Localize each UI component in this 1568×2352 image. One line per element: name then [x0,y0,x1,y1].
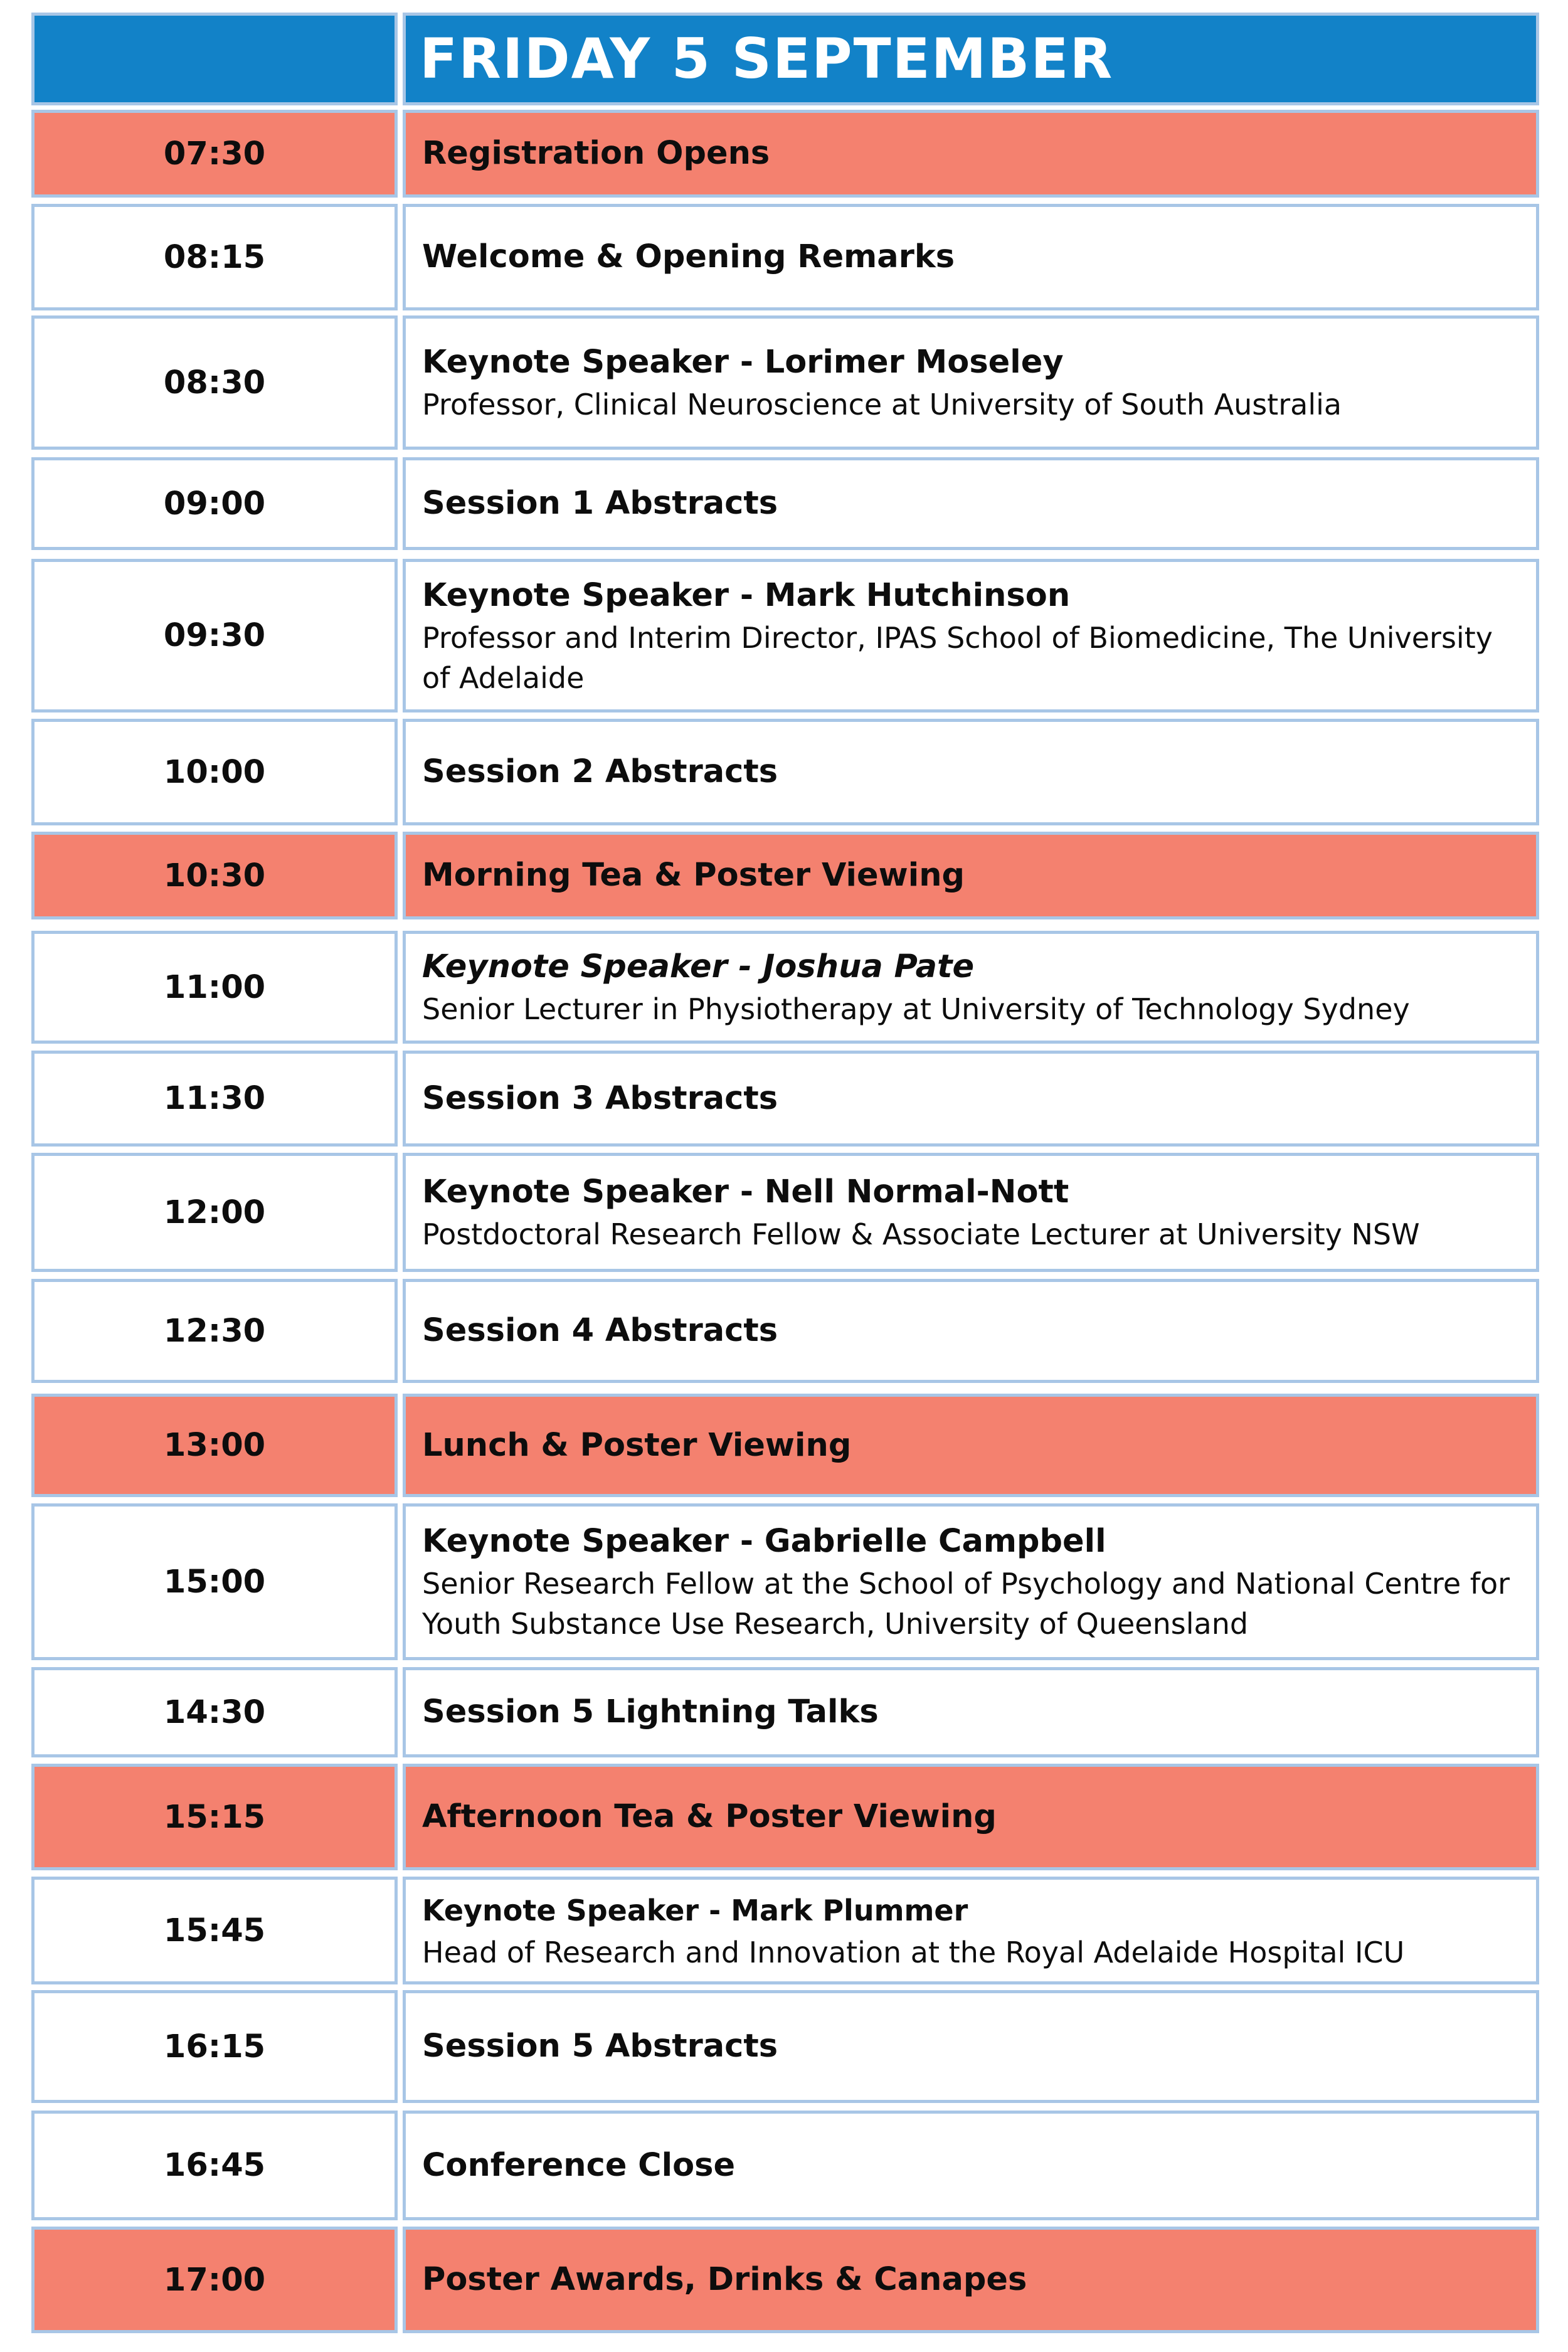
event-title: Keynote Speaker - Nell Normal-Nott [422,1173,1069,1210]
event-title: Keynote Speaker - Joshua Pate [422,948,975,985]
event-cell [403,1667,1539,1757]
time-cell: 10:30 [31,832,398,919]
event-title: Keynote Speaker - Lorimer Moseley [422,344,1064,381]
event-title: Session 2 Abstracts [422,753,778,790]
event-cell [403,1877,1539,1984]
time-cell: 09:30 [31,559,398,712]
event-detail: Head of Research and Innovation at the Royal Adelaide Hospital ICU [422,1936,1405,1969]
event-title: Keynote Speaker - Gabrielle Campbell [422,1523,1106,1560]
event-title: Session 1 Abstracts [422,485,778,522]
schedule-row [31,832,1539,919]
event-title: Lunch & Poster Viewing [422,1426,852,1464]
time-cell: 16:45 [31,2111,398,2220]
schedule-row [31,1877,1539,1984]
time-cell: 14:30 [31,1667,398,1757]
schedule-row [31,110,1539,198]
time-cell: 15:00 [31,1503,398,1660]
time-cell: 10:00 [31,719,398,825]
event-cell [403,110,1539,198]
schedule-row [31,1667,1539,1757]
event-detail: Senior Lecturer in Physiotherapy at University of Technology Sydney [422,992,1410,1026]
header-title-cell [403,13,1539,105]
event-title: Morning Tea & Poster Viewing [422,857,965,894]
time-cell: 12:00 [31,1153,398,1272]
schedule-row [31,559,1539,712]
event-cell [403,1990,1539,2103]
schedule-row [31,1394,1539,1497]
event-title: Registration Opens [422,135,770,172]
time-cell: 11:00 [31,931,398,1044]
event-cell [403,1153,1539,1272]
event-cell [403,832,1539,919]
event-cell [403,2111,1539,2220]
event-cell [403,1051,1539,1147]
event-title: Session 5 Lightning Talks [422,1693,879,1730]
schedule-row [31,2111,1539,2220]
time-cell: 08:30 [31,315,398,450]
event-cell [403,931,1539,1044]
event-title: Session 3 Abstracts [422,1079,778,1117]
time-cell: 11:30 [31,1051,398,1147]
schedule-row [31,2227,1539,2333]
event-cell [403,559,1539,712]
event-detail: Professor and Interim Director, IPAS School of Biomedicine, The University of Adelaide [422,620,1493,695]
event-cell [403,719,1539,825]
event-title: Session 5 Abstracts [422,2028,778,2065]
event-title: Keynote Speaker - Mark Plummer [422,1894,968,1927]
event-title: Conference Close [422,2146,736,2184]
schedule-row [31,457,1539,550]
event-cell [403,1503,1539,1660]
event-title: Session 4 Abstracts [422,1312,778,1349]
event-title: Afternoon Tea & Poster Viewing [422,1798,997,1835]
event-cell [403,1279,1539,1383]
event-title: Welcome & Opening Remarks [422,238,955,275]
schedule-row [31,1503,1539,1660]
schedule-row [31,1764,1539,1870]
time-cell: 12:30 [31,1279,398,1383]
event-title: Poster Awards, Drinks & Canapes [422,2261,1027,2298]
event-detail: Postdoctoral Research Fellow & Associate Lecturer at University NSW [422,1217,1420,1251]
schedule-row [31,1279,1539,1383]
time-cell: 16:15 [31,1990,398,2103]
schedule-row [31,1990,1539,2103]
schedule-row [31,204,1539,310]
header-blank-cell [31,13,398,105]
schedule-row [31,931,1539,1044]
page-title: FRIDAY 5 SEPTEMBER [420,26,1114,91]
schedule-row [31,1051,1539,1147]
header-row [31,13,1539,105]
event-cell [403,1394,1539,1497]
schedule-row [31,315,1539,450]
event-cell [403,204,1539,310]
event-detail: Senior Research Fellow at the School of Psychology and National Centre for Youth Substance Use Research, University of Queensland [422,1567,1510,1641]
time-cell: 08:15 [31,204,398,310]
event-cell [403,2227,1539,2333]
event-cell [403,1764,1539,1870]
event-cell [403,457,1539,550]
time-cell: 09:00 [31,457,398,550]
time-cell: 15:45 [31,1877,398,1984]
event-title: Keynote Speaker - Mark Hutchinson [422,576,1071,614]
time-cell: 17:00 [31,2227,398,2333]
event-cell [403,315,1539,450]
time-cell: 07:30 [31,110,398,198]
time-cell: 15:15 [31,1764,398,1870]
schedule-row [31,1153,1539,1272]
event-detail: Professor, Clinical Neuroscience at University of South Australia [422,388,1342,421]
schedule-row [31,719,1539,825]
time-cell: 13:00 [31,1394,398,1497]
